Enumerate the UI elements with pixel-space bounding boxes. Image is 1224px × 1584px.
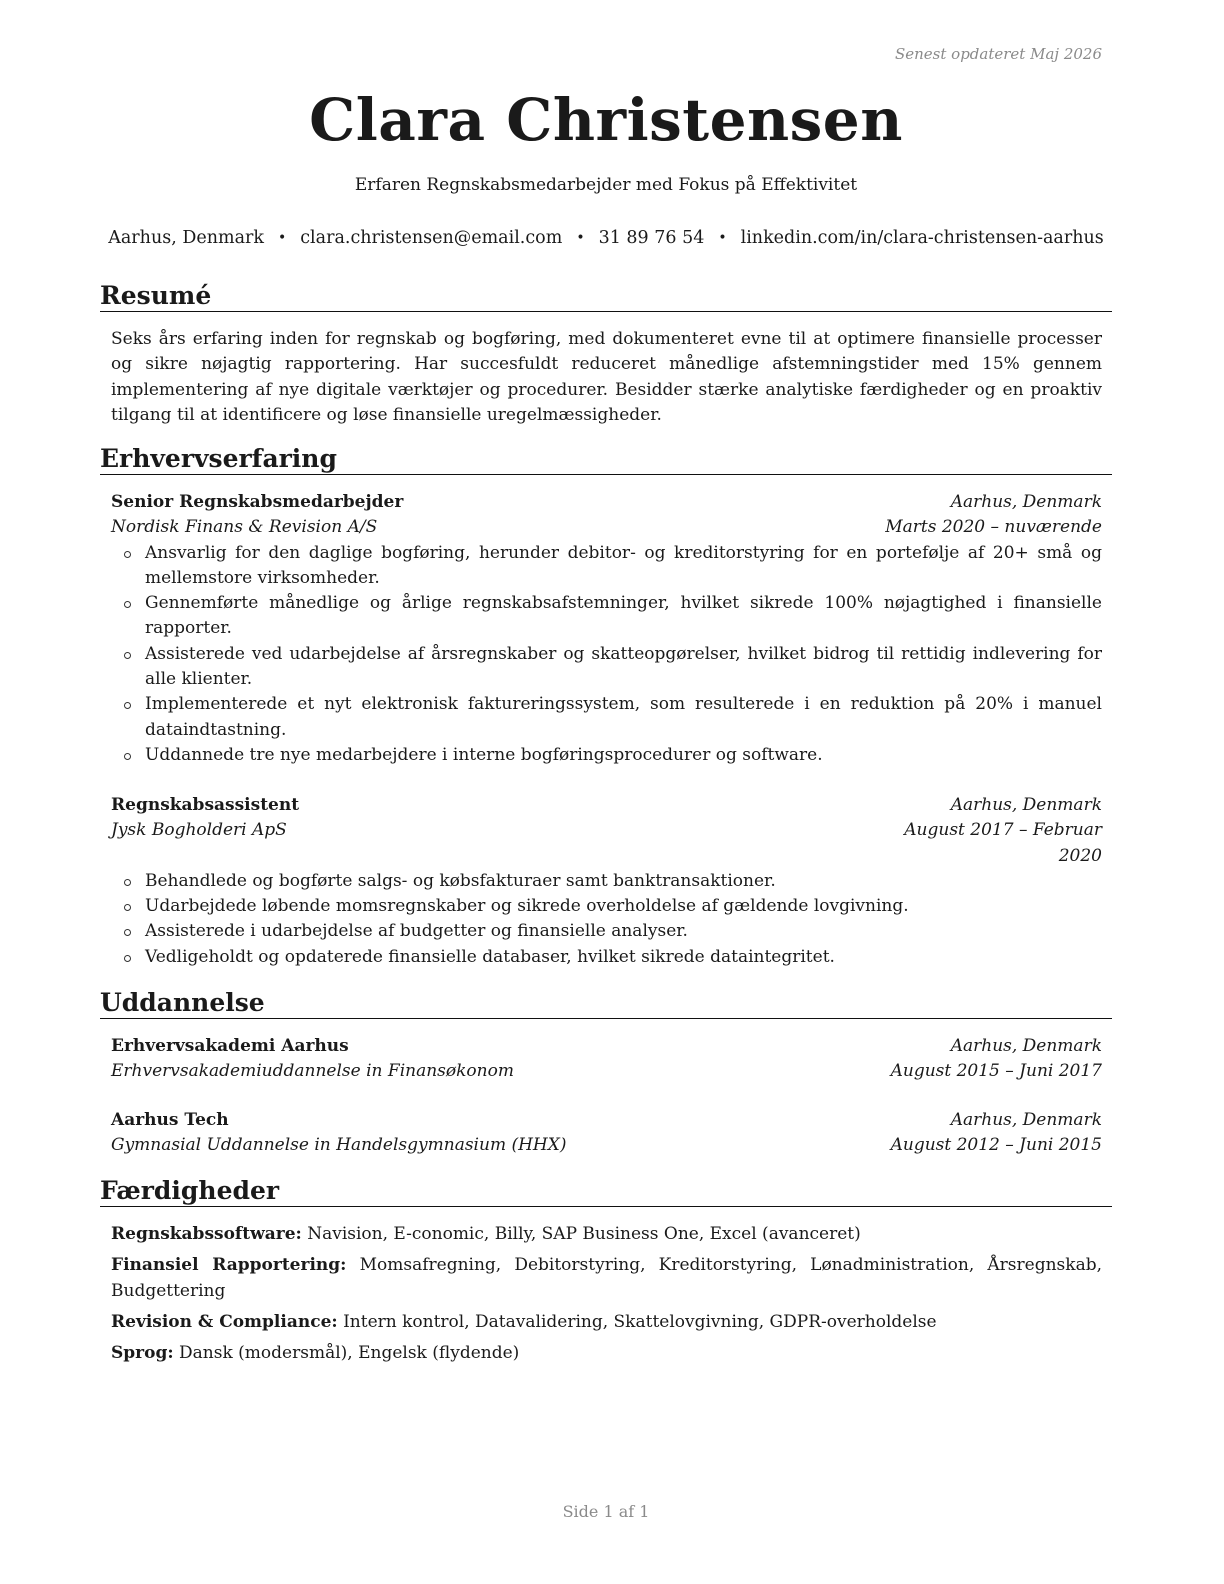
section-title-education: Uddannelse xyxy=(100,988,1112,1019)
company-name: Jysk Bogholderi ApS xyxy=(111,820,287,841)
job-location: Aarhus, Denmark xyxy=(950,795,1102,815)
company-name: Nordisk Finans & Revision A/S xyxy=(111,517,378,538)
list-item: Udarbejdede løbende momsregnskaber og sikrede overholdelse af gældende lovgivning. xyxy=(111,894,1102,919)
skills-list xyxy=(111,1222,1102,1372)
resume-page xyxy=(100,0,1112,1584)
bullet-icon xyxy=(124,601,131,608)
bullet-icon xyxy=(124,702,131,709)
job-location: Aarhus, Denmark xyxy=(950,492,1102,512)
school-location: Aarhus, Denmark xyxy=(950,1110,1102,1130)
section-title-summary: Resumé xyxy=(100,281,1112,312)
bullet-separator: • xyxy=(718,230,727,246)
skill-label: Regnskabssoftware: xyxy=(111,1224,302,1244)
bullet-icon xyxy=(124,551,131,558)
bullet-icon xyxy=(124,753,131,760)
school-location: Aarhus, Denmark xyxy=(950,1036,1102,1056)
skill-row xyxy=(111,1222,1102,1247)
contact-line xyxy=(100,228,1112,248)
list-item: Ansvarlig for den daglige bogføring, herunder debitor- og kreditorstyring for en portefølje af 20+ små og mellemstore virksomheder. xyxy=(111,541,1102,592)
contact-location: Aarhus, Denmark xyxy=(108,228,264,248)
skill-row xyxy=(111,1253,1102,1304)
job-bullets xyxy=(111,541,1102,769)
education-dates: August 2012 – Juni 2015 xyxy=(890,1135,1102,1156)
summary-text: Seks års erfaring inden for regnskab og bogføring, med dokumenteret evne til at optimere finansielle processer og sikre nøjagtig rapportering. Har succesfuldt reduceret månedlige afstemningstider med 15% gennem implementering af nye digitale værktøjer og procedurer. Besidder stærke analytiske færdigheder og en proaktiv tilgang til at identificere og løse finansielle uregelmæssigheder. xyxy=(111,329,1102,425)
list-item: Uddannede tre nye medarbejdere i interne bogføringsprocedurer og software. xyxy=(111,743,1102,768)
section-title-skills: Færdigheder xyxy=(100,1176,1112,1207)
last-updated: Senest opdateret Maj 2026 xyxy=(894,45,1102,63)
contact-email[interactable]: clara.christensen@email.com xyxy=(300,228,563,248)
experience-entry xyxy=(111,490,1102,768)
list-item: Vedligeholdt og opdaterede finansielle databaser, hvilket sikrede dataintegritet. xyxy=(111,945,1102,970)
bullet-separator: • xyxy=(277,230,287,246)
list-item: Assisterede ved udarbejdelse af årsregnskaber og skatteopgørelser, hvilket bidrog til rettidig indlevering for alle klienter. xyxy=(111,642,1102,693)
tagline: Erfaren Regnskabsmedarbejder med Fokus på Effektivitet xyxy=(354,175,858,195)
skill-row xyxy=(111,1341,1102,1366)
skill-value: Navision, E-conomic, Billy, SAP Business One, Excel (avanceret) xyxy=(307,1224,861,1244)
bullet-separator: • xyxy=(576,230,585,246)
candidate-name: Clara Christensen xyxy=(309,86,903,154)
section-title-experience: Erhvervserfaring xyxy=(100,444,1112,475)
bullet-icon xyxy=(124,652,131,659)
skill-value: Dansk (modersmål), Engelsk (flydende) xyxy=(179,1343,520,1364)
skill-row xyxy=(111,1310,1102,1335)
list-item: Behandlede og bogførte salgs- og købsfakturaer samt banktransaktioner. xyxy=(111,869,1102,894)
experience-entry xyxy=(111,793,1102,970)
job-title: Senior Regnskabsmedarbejder xyxy=(111,492,404,512)
job-bullets xyxy=(111,869,1102,970)
bullet-icon xyxy=(124,904,131,911)
job-dates: Marts 2020 – nuværende xyxy=(885,517,1102,538)
school-name: Aarhus Tech xyxy=(111,1110,229,1130)
bullet-icon xyxy=(124,955,131,962)
skill-value: Momsafregning, Debitorstyring, Kreditorstyring, Lønadministration, Årsregnskab, Budgettering xyxy=(111,1255,1102,1301)
skill-label: Sprog: xyxy=(111,1343,174,1364)
skill-value: Intern kontrol, Datavalidering, Skattelovgivning, GDPR-overholdelse xyxy=(343,1311,937,1332)
education-entry xyxy=(111,1108,1102,1159)
page-number: Side 1 af 1 xyxy=(562,1502,650,1521)
job-title: Regnskabsassistent xyxy=(111,795,300,815)
contact-phone: 31 89 76 54 xyxy=(598,228,705,248)
list-item: Gennemførte månedlige og årlige regnskabsafstemninger, hvilket sikrede 100% nøjagtighed i finansielle rapporter. xyxy=(111,591,1102,642)
school-name: Erhvervsakademi Aarhus xyxy=(111,1036,349,1056)
education-entry xyxy=(111,1034,1102,1085)
skill-label: Revision & Compliance: xyxy=(111,1311,338,1332)
list-item: Implementerede et nyt elektronisk faktureringssystem, som resulterede i en reduktion på 20% i manuel dataindtastning. xyxy=(111,692,1102,743)
degree: Erhvervsakademiuddannelse in Finansøkonom xyxy=(111,1061,514,1082)
degree: Gymnasial Uddannelse in Handelsgymnasium (HHX) xyxy=(111,1135,567,1156)
job-dates: August 2017 – Februar 2020 xyxy=(904,820,1102,866)
bullet-icon xyxy=(124,879,131,886)
contact-linkedin[interactable]: linkedin.com/in/clara-christensen-aarhus xyxy=(740,228,1104,248)
education-dates: August 2015 – Juni 2017 xyxy=(890,1061,1102,1082)
bullet-icon xyxy=(124,929,131,936)
list-item: Assisterede i udarbejdelse af budgetter og finansielle analyser. xyxy=(111,919,1102,944)
skill-label: Finansiel Rapportering: xyxy=(111,1255,347,1276)
